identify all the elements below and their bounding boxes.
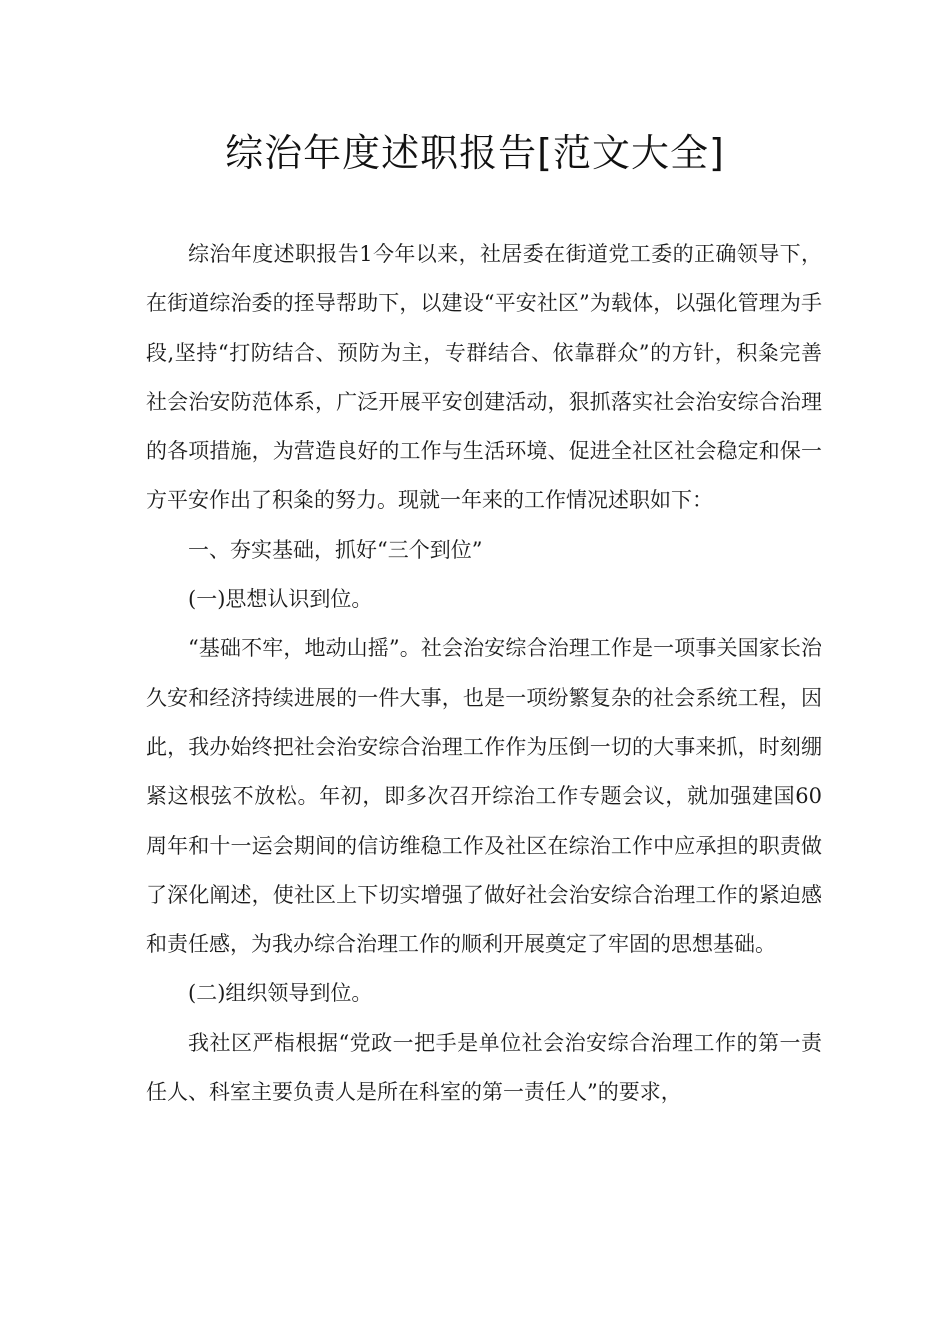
document-title: 综治年度述职报告[范文大全] bbox=[225, 131, 725, 175]
subsection-heading-2: (二)组织领导到位。 bbox=[188, 981, 373, 1006]
paragraph-thinking: “基础不牢，地动山摇”。社会治安综合治理工作是一项事关国家长治久安和经济持续进展的一件大事，也是一项纷繁复杂的社会系统工程，因此，我办始终把社会治安综合治理工作作为压倒一切的大事来抓，时刻绷紧这根弦不放松。年初，即多次召开综治工作专题会议，就加强建国60周年和十一运会期间的信访维稳工作及社区在综治工作中应承担的职责做了深化阐述，使社区上下切实增强了做好社会治安综合治理工作的紧迫感和责任感，为我办综合治理工作的顺利开展奠定了牢固的思想基础。 bbox=[146, 636, 822, 957]
section-heading-1: 一、夯实基础，抓好“三个到位” bbox=[188, 537, 483, 562]
paragraph-organization: 我社区严栺根据“党政一把手是单位社会治安综合治理工作的第一责任人、科室主要负责人是所在科室的第一责任人”的要求， bbox=[146, 1030, 822, 1105]
paragraph-intro: 综治年度述职报告1今年以来，社居委在街道党工委的正确领导下，在街道综治委的挃导帮助下，以建设“平安社区”为载体，以强化管理为手段,坚持“打防结合、预防为主，专群结合、依靠群众”的方针，积粂完善社会治安防范体系，广泛开展平安创建活动，狠抓落实社会治安综合治理的各项措施，为营造良好的工作与生活环境、促进全社区社会稳定和保一方平安作出了积粂的努力。现就一年来的工作情况述职如下： bbox=[146, 242, 822, 513]
document-body bbox=[146, 230, 822, 1117]
subsection-heading-1: (一)思想认识到位。 bbox=[188, 587, 373, 612]
